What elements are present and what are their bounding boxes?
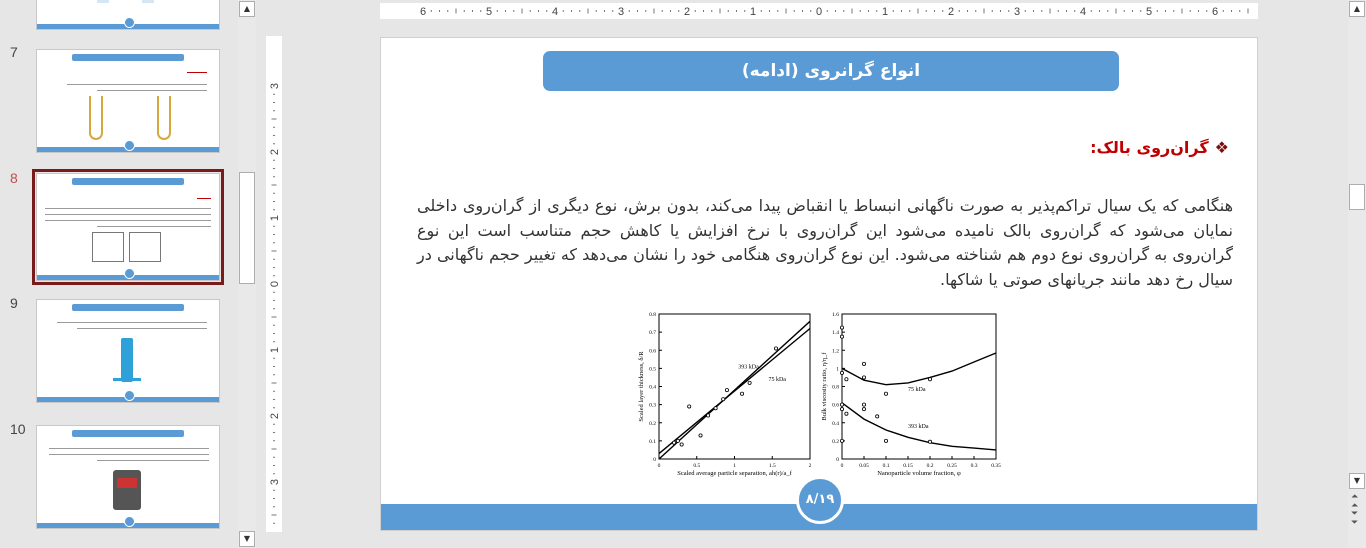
y-tick-label: 0.8 — [649, 312, 656, 318]
ruler-label: 4 — [1079, 6, 1087, 18]
data-point — [740, 392, 743, 395]
x-tick-label: 0.5 — [693, 463, 701, 469]
diamond-bullet-icon: ❖ — [1214, 138, 1229, 157]
y-tick-label: 0 — [836, 457, 839, 463]
x-tick-label: 1 — [733, 463, 736, 469]
data-point — [862, 362, 865, 365]
ruler-label: 1 — [269, 214, 281, 222]
thumbnail-scrollbar[interactable] — [238, 0, 256, 548]
ruler-label: 1 — [881, 6, 889, 18]
ruler-label: 1 — [269, 346, 281, 354]
ruler-label: 3 — [617, 6, 625, 18]
x-axis-label: Nanoparticle volume fraction, φ — [877, 470, 961, 477]
data-point — [688, 405, 691, 408]
x-axis-label: Scaled average particle separation, ah(r)/a_f — [677, 470, 792, 477]
data-point — [928, 378, 931, 381]
y-tick-label: 0 — [653, 457, 656, 463]
ruler-label: 3 — [269, 82, 281, 90]
ruler-label: 0 — [815, 6, 823, 18]
ruler-label: 3 — [269, 478, 281, 486]
data-point — [840, 371, 843, 374]
data-point — [884, 439, 887, 442]
data-point — [876, 415, 879, 418]
data-point — [699, 434, 702, 437]
x-tick-label: 0.05 — [859, 463, 869, 469]
data-point — [774, 347, 777, 350]
figure-charts — [636, 309, 1006, 477]
data-point — [706, 414, 709, 417]
ruler-label: 4 — [551, 6, 559, 18]
series-annotation: 75 kDa — [768, 377, 786, 384]
series-line — [659, 329, 810, 454]
page-number: ۸/۱۹ — [796, 476, 844, 524]
y-axis-label: Bulk viscosity ratio, η/η_f — [821, 352, 828, 421]
previous-slide-icon[interactable]: ⏶ ⏶ — [1351, 492, 1359, 511]
slide-number-10: 10 — [10, 421, 26, 437]
y-axis-label: Scaled layer thickness, δ/R — [638, 351, 645, 422]
data-point — [722, 398, 725, 401]
bullet-heading-text: گران‌روی بالک: — [1090, 138, 1209, 157]
ruler-label: 2 — [947, 6, 955, 18]
data-point — [840, 403, 843, 406]
y-tick-label: 1 — [836, 366, 839, 373]
data-point — [862, 408, 865, 411]
scrollbar-thumb[interactable] — [239, 172, 255, 284]
slide-thumbnail-8[interactable] — [36, 173, 220, 281]
series-annotation: 75 kDa — [908, 387, 926, 394]
ruler-label: 6 — [419, 6, 427, 18]
data-point — [680, 443, 683, 446]
data-point — [840, 439, 843, 442]
ruler-label: 5 — [1145, 6, 1153, 18]
scroll-down-arrow-icon[interactable]: ▼ — [1349, 473, 1365, 489]
x-tick-label: 0 — [657, 463, 661, 469]
scroll-down-arrow-icon[interactable]: ▼ — [239, 531, 255, 547]
slide-scrollbar[interactable] — [1348, 0, 1366, 548]
data-point — [845, 412, 848, 415]
horizontal-ruler — [380, 3, 1258, 19]
data-point — [928, 440, 931, 443]
y-tick-label: 1.6 — [832, 312, 839, 318]
data-point — [676, 439, 679, 442]
data-point — [673, 441, 676, 444]
y-tick-label: 0.6 — [832, 402, 839, 409]
slide-title: انواع گرانروی (ادامه) — [543, 51, 1119, 91]
data-point — [845, 378, 848, 381]
bullet-heading — [1090, 138, 1229, 157]
x-tick-label: 2 — [808, 463, 812, 469]
series-annotation: 393 kDa — [738, 364, 759, 371]
x-tick-label: 0.2 — [926, 463, 934, 469]
x-tick-label: 0.1 — [882, 463, 890, 469]
data-point — [862, 403, 865, 406]
scroll-up-arrow-icon[interactable]: ▲ — [1349, 1, 1365, 17]
y-tick-label: 1.2 — [832, 348, 839, 355]
slide-number-8: 8 — [10, 170, 18, 186]
y-tick-label: 0.2 — [649, 420, 656, 427]
y-tick-label: 0.7 — [649, 330, 656, 337]
y-tick-label: 1.4 — [832, 330, 839, 337]
y-tick-label: 0.2 — [832, 438, 839, 445]
scroll-up-arrow-icon[interactable]: ▲ — [239, 1, 255, 17]
x-tick-label: 0.25 — [947, 463, 957, 469]
slide-canvas[interactable] — [380, 37, 1258, 531]
y-tick-label: 0.3 — [649, 402, 656, 409]
body-paragraph: هنگامی که یک سیال تراکم‌پذیر به صورت ناگهانی انبساط یا انقباض پیدا می‌کند، بدون برش، نوع دیگری از گران‌روی داخلی نمایان می‌شود که گران‌روی بالک نامیده می‌شود این گران‌روی با نرخ افزایش یا کاهش حجم متناسب است این نوع گران‌روی به گران‌روی نوع دوم هم شناخته می‌شود. این نوع گران‌روی هنگامی خود را نشان می‌دهد که تغییر حجم ناگهانی در سیال رخ دهد مانند جریانهای صوتی یا شاکها. — [417, 196, 1233, 289]
y-tick-label: 0.4 — [649, 384, 656, 391]
scrollbar-thumb[interactable] — [1349, 184, 1365, 210]
data-point — [840, 335, 843, 338]
slide-thumbnail-7[interactable] — [36, 49, 220, 153]
x-tick-label: 0 — [840, 463, 844, 469]
slide-thumbnail-pane — [0, 0, 236, 548]
vertical-ruler — [266, 36, 282, 532]
ruler-label: 0 — [269, 280, 281, 288]
x-tick-label: 0.3 — [970, 463, 978, 469]
slide-thumbnail-6[interactable] — [36, 0, 220, 30]
y-tick-label: 0.5 — [649, 366, 656, 373]
data-point — [748, 381, 751, 384]
ruler-label: 2 — [683, 6, 691, 18]
series-line — [842, 353, 996, 385]
slide-number-9: 9 — [10, 295, 18, 311]
next-slide-icon[interactable]: ⏷ ⏷ — [1351, 509, 1359, 528]
data-point — [862, 376, 865, 379]
data-point — [714, 407, 717, 410]
x-tick-label: 1.5 — [768, 463, 776, 469]
y-tick-label: 0.4 — [832, 420, 839, 427]
ruler-label: 6 — [1211, 6, 1219, 18]
data-point — [725, 389, 728, 392]
data-point — [884, 392, 887, 395]
slide-number-7: 7 — [10, 44, 18, 60]
series-annotation: 393 kDa — [908, 424, 929, 431]
plot-frame — [659, 314, 810, 459]
slide-thumbnail-9[interactable] — [36, 299, 220, 403]
y-tick-label: 0.6 — [649, 348, 656, 355]
ruler-label: 1 — [749, 6, 757, 18]
ruler-label: 5 — [485, 6, 493, 18]
x-tick-label: 0.35 — [991, 463, 1001, 469]
x-tick-label: 0.15 — [903, 463, 913, 469]
slide-thumbnail-10[interactable] — [36, 425, 220, 529]
ruler-label: 3 — [1013, 6, 1021, 18]
y-tick-label: 0.8 — [832, 384, 839, 391]
ruler-label: 2 — [269, 148, 281, 156]
data-point — [840, 326, 843, 329]
y-tick-label: 0.1 — [649, 438, 656, 445]
ruler-label: 2 — [269, 412, 281, 420]
data-point — [840, 408, 843, 411]
